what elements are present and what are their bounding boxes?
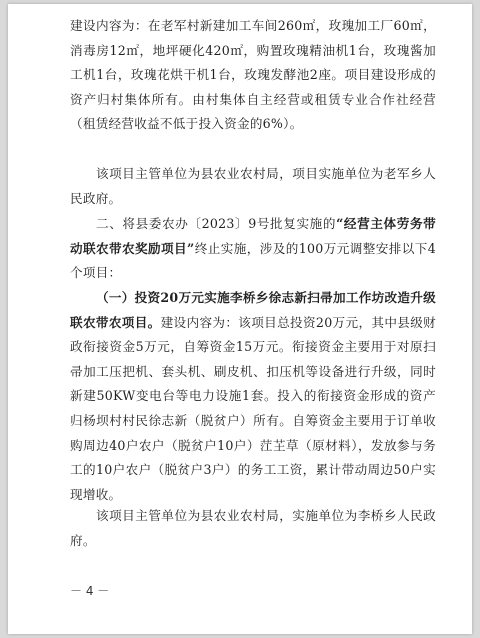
subproject-one-title: （一）投资20万元实施李桥乡徐志新扫帚加工作坊改造升级联农带农项目。 — [70, 290, 436, 330]
subproject-one-content: 建设内容为：该项目总投资20万元，其中县级财政衔接资金5万元，自筹资金15万元。衔接资金主要用于对原扫帚加工压把机、套头机、刷皮机、扣压机等设备进行升级，同时新建50KW变电台等电力设施1套。投入的衔接资金形成的资产归杨坝村村民徐志新（脱贫户）所有。自筹资金主要用于订单收购周边40户农户（脱贫户10户）茳芏草（原材料），发放参与务工的10户农户（脱贫户3户）的务工工资，累计带动周边50户实现增收。 — [70, 314, 437, 502]
section-two-project-name: “经营主体劳务带动联农带农奖励项目” — [70, 216, 436, 256]
paragraph-section-two — [70, 212, 436, 286]
section-two-prefix: 二、将县委农办〔2023〕9号批复实施的 — [96, 216, 337, 231]
paragraph-responsible-unit-1: 该项目主管单位为县农业农村局，项目实施单位为老军乡人民政府。 — [70, 166, 436, 206]
paragraph-subproject-one — [70, 286, 436, 507]
document-page — [8, 4, 472, 634]
paragraph-construction-content: 建设内容为：在老军村新建加工车间260㎡，玫瑰加工厂60㎡，消毒房12㎡，地坪硬化420㎡，购置玫瑰精油机1台，玫瑰酱加工机1台，玫瑰花烘干机1台，玫瑰发酵池2座。项目建设形成的资产归村集体所有。由村集体自主经营或租赁专业合作社经营（租赁经营收益不低于投入资金的6%）。 — [70, 18, 436, 132]
section-two-suffix: 终止实施，涉及的100万元调整安排以下4个项目： — [70, 240, 436, 281]
paragraph-responsible-unit-2: 该项目主管单位为县农业农村局，实施单位为李桥乡人民政府。 — [70, 508, 436, 548]
page-number: － 4 － — [70, 584, 110, 598]
